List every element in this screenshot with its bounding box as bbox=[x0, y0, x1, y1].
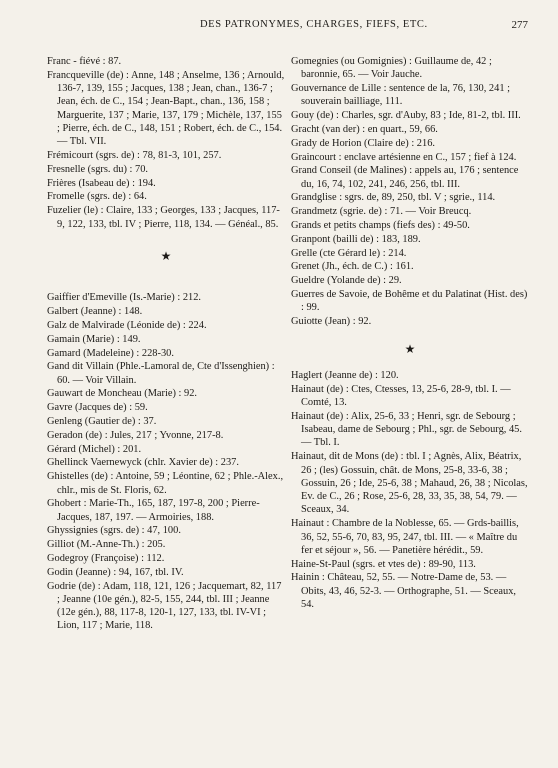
index-entry: Fresnelle (sgrs. du) : 70. bbox=[47, 163, 149, 175]
index-entry: Gamain (Marie) : 149. bbox=[47, 333, 141, 345]
section-separator-star: ★ bbox=[160, 249, 172, 264]
right-group-1 bbox=[291, 55, 529, 328]
index-entry: Granpont (bailli de) : 183, 189. bbox=[291, 233, 421, 245]
index-entry: Gérard (Michel) : 201. bbox=[47, 443, 142, 455]
index-entry: Gand dit Villain (Phle.-Lamoral de, Cte d'Issenghien) : 60. — Voir Villain. bbox=[47, 361, 275, 386]
index-entry: Godrie (de) : Adam, 118, 121, 126 ; Jacquemart, 82, 117 ; Jeanne (10e gén.), 82-5, 155, 244, tbl. III ; Jeanne (12e gén.), 88, 117-8, 120-1, 127, 133, tbl. IV-VI ; Lion, 117 ; Marie, 118. bbox=[47, 580, 282, 632]
index-entry: Hainin : Château, 52, 55. — Notre-Dame de, 53. — Obits, 43, 46, 52-3. — Orthographe, 51. — Sceaux, 54. bbox=[291, 572, 516, 610]
index-entry: Gilliot (M.-Anne-Th.) : 205. bbox=[47, 539, 166, 551]
index-entry: Haglert (Jeanne de) : 120. bbox=[291, 369, 399, 381]
index-entry: Grelle (cte Gérard le) : 214. bbox=[291, 247, 407, 259]
index-entry: Genleng (Gautier de) : 37. bbox=[47, 416, 157, 428]
page-header bbox=[0, 19, 558, 35]
index-entry: Fuzelier (le) : Claire, 133 ; Georges, 133 ; Jacques, 117-9, 122, 133, tbl. IV ; Pierre, 118, 134. — Généal., 85. bbox=[47, 205, 280, 230]
left-column bbox=[47, 55, 285, 633]
index-entry: Gouy (de) : Charles, sgr. d'Auby, 83 ; Ide, 81-2, tbl. III. bbox=[291, 110, 521, 122]
index-entry: Francqueville (de) : Anne, 148 ; Anselme, 136 ; Arnould, 136-7, 139, 155 ; Jacques, 138 ; Jean, chan., 136-7 ; Jean, éch. de C., 154 ; Jean-Bapt., chan., 136, 158 ; Marguerite, 137 ; Marie, 137, 179 ; Michèle, 137, 155 ; Pierre, éch. de C., 148, 151 ; Robert, éch. de C., 154. — Tbl. VII. bbox=[47, 69, 285, 148]
section-separator-star: ★ bbox=[404, 341, 416, 356]
index-entry: Guiotte (Jean) : 92. bbox=[291, 316, 372, 328]
index-entry: Galbert (Jeanne) : 148. bbox=[47, 306, 143, 318]
page-number: 277 bbox=[511, 19, 528, 31]
index-entry: Grady de Horion (Claire de) : 216. bbox=[291, 137, 435, 149]
index-entry: Grenet (Jh., éch. de C.) : 161. bbox=[291, 261, 414, 273]
index-entry: Gamard (Madeleine) : 228-30. bbox=[47, 347, 174, 359]
index-entry: Godin (Jeanne) : 94, 167, tbl. IV. bbox=[47, 566, 184, 578]
index-entry: Galz de Malvirade (Léonide de) : 224. bbox=[47, 319, 207, 331]
index-entry: Hainaut : Chambre de la Noblesse, 65. — Grds-baillis, 36, 52, 55-6, 70, 83, 95, 247, tbl. III. — « Maître du fer et séjour », 56. — Panetière hérédit., 59. bbox=[291, 518, 519, 556]
index-entry: Gracht (van der) : en quart., 59, 66. bbox=[291, 123, 438, 135]
index-entry: Grands et petits champs (fiefs des) : 49-50. bbox=[291, 220, 470, 232]
index-entry: Hainaut (de) : Alix, 25-6, 33 ; Henri, sgr. de Sebourg ; Isabeau, dame de Sebourg ; Phl., sgr. de Sebourg, 45. — Tbl. I. bbox=[291, 410, 522, 449]
index-entry: Guerres de Savoie, de Bohême et du Palatinat (Hist. des) : 99. bbox=[291, 289, 528, 314]
index-entry: Ghistelles (de) : Antoine, 59 ; Léontine, 62 ; Phle.-Alex., chlr., mis de St. Floris, 62. bbox=[47, 471, 284, 496]
index-entry: Haine-St-Paul (sgrs. et vtes de) : 89-90, 113. bbox=[291, 558, 476, 570]
running-head: DES PATRONYMES, CHARGES, FIEFS, ETC. bbox=[200, 19, 428, 30]
right-column bbox=[291, 55, 529, 612]
index-entry: Frières (Isabeau de) : 194. bbox=[47, 177, 156, 189]
index-entry: Gauwart de Moncheau (Marie) : 92. bbox=[47, 388, 198, 400]
index-entry: Franc - fiévé : 87. bbox=[47, 56, 122, 67]
index-entry: Grand Conseil (de Malines) : appels au, 176 ; sentence du, 16, 74, 102, 241, 246, 256, tbl. III. bbox=[291, 165, 519, 190]
left-group-1 bbox=[47, 55, 285, 231]
index-entry: Hainaut (de) : Ctes, Ctesses, 13, 25-6, 28-9, tbl. I. — Comté, 13. bbox=[291, 383, 511, 409]
index-entry: Gouvernance de Lille : sentence de la, 76, 130, 241 ; souverain bailliage, 111. bbox=[291, 83, 510, 108]
index-entry: Grandglise : sgrs. de, 89, 250, tbl. V ; sgrie., 114. bbox=[291, 192, 496, 204]
index-entry: Gueldre (Yolande de) : 29. bbox=[291, 275, 402, 287]
index-entry: Fromelle (sgrs. de) : 64. bbox=[47, 191, 147, 203]
index-entry: Godegroy (Françoise) : 112. bbox=[47, 553, 165, 564]
left-group-2 bbox=[47, 291, 285, 632]
index-entry: Ghellinck Vaernewyck (chlr. Xavier de) : 237. bbox=[47, 457, 239, 469]
index-entry: Ghyssignies (sgrs. de) : 47, 100. bbox=[47, 525, 181, 537]
index-entry: Geradon (de) : Jules, 217 ; Yvonne, 217-8. bbox=[47, 429, 224, 441]
index-entry: Grandmetz (sgrie. de) : 71. — Voir Breucq. bbox=[291, 206, 472, 218]
index-entry: Hainaut, dit de Mons (de) : tbl. I ; Agnès, Alix, Béatrix, 26 ; (les) Gossuin, chât. de Mons, 25-8, 33-6, 38 ; Gossuin, 26 ; Ide, 25-6, 38 ; Mahaud, 26, 38 ; Nicolas, Ev. de C., 26 ; Rose, 25-6, 28, 33, 35, 38, 54, 79. — Sceaux, 34. bbox=[291, 451, 528, 516]
index-entry: Gavre (Jacques de) : 59. bbox=[47, 402, 148, 414]
index-entry: Ghobert : Marie-Th., 165, 187, 197-8, 200 ; Pierre-Jacques, 187, 197. — Armoiries, 188. bbox=[47, 498, 260, 523]
index-entry: Gomegnies (ou Gomignies) : Guillaume de, 42 ; baronnie, 65. — Voir Jauche. bbox=[291, 56, 492, 81]
index-entry: Graincourt : enclave artésienne en C., 157 ; fief à 124. bbox=[291, 151, 517, 163]
index-entry: Frémicourt (sgrs. de) : 78, 81-3, 101, 257. bbox=[47, 150, 222, 162]
index-entry: Gaiffier d'Emeville (Is.-Marie) : 212. bbox=[47, 292, 202, 304]
right-group-2 bbox=[291, 369, 529, 611]
